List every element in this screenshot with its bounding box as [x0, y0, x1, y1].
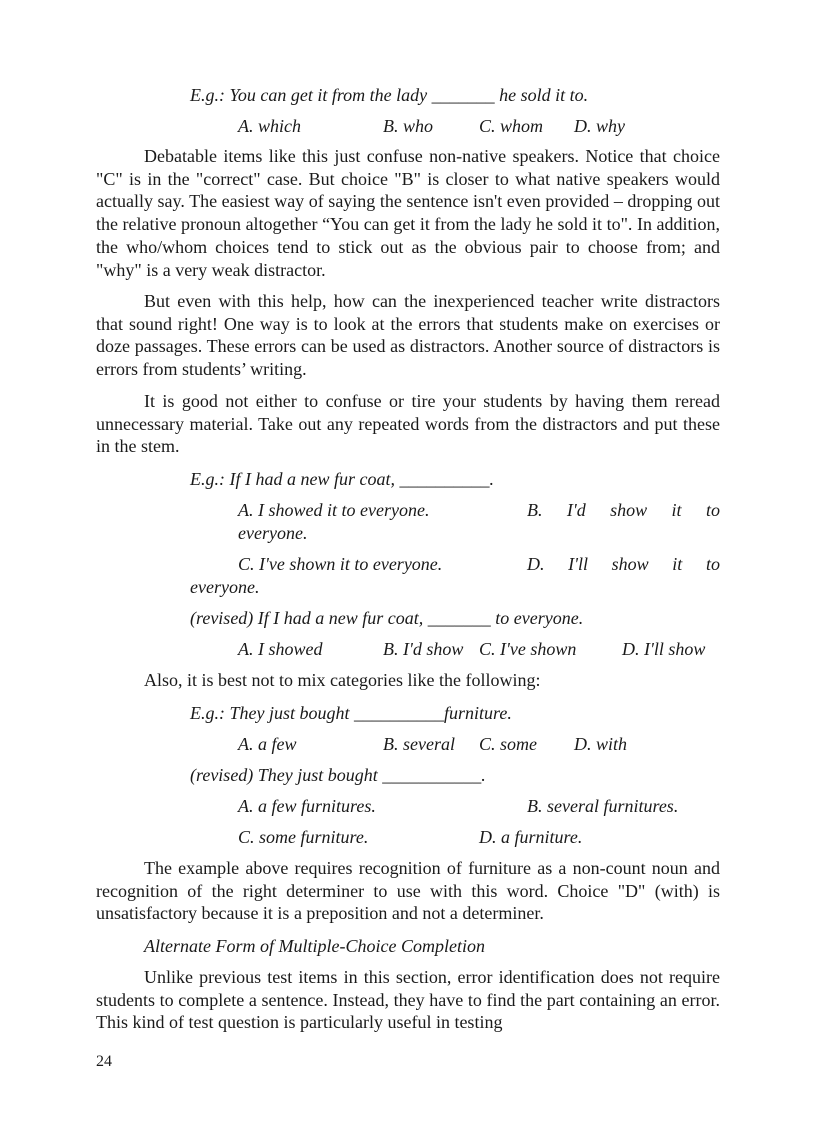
example2-option-a: A. I showed it to everyone.: [238, 500, 430, 520]
example1-option-a: A. which: [238, 116, 301, 136]
example3-revised-option-d: D. a furniture.: [479, 827, 583, 847]
example1-option-c: C. whom: [479, 116, 544, 136]
paragraph-debatable-items: Debatable items like this just confuse non-native speakers. Notice that choice "C" is in the "correct" case. But choice "B" is closer to what native speakers would actually say. The easiest way of saying the sentence isn't even provided – dropping out the relative pronoun altogether “You can get it from the lady he sold it to". In addition, the who/whom choices tend to stick out as the obvious pair to choose from; and "why" is a very weak distractor.: [96, 146, 720, 280]
example2-option-d-word: to: [705, 554, 720, 574]
example3-stem: E.g.: They just bought __________furniture.: [190, 703, 512, 723]
example2-option-d-word: I'll: [568, 554, 588, 574]
paragraph-distractors: But even with this help, how can the inexperienced teacher write distractors that sound right! One way is to look at the errors that students make on exercises or doze passages. These errors can be used as distractors. Another source of distractors is errors from students’ writing.: [96, 291, 720, 380]
example1-option-d: D. why: [574, 116, 625, 136]
example1-stem: E.g.: You can get it from the lady _______ he sold it to.: [190, 85, 589, 105]
example2-option-d-word: D.: [527, 554, 545, 574]
example3-option-d: D. with: [574, 734, 628, 754]
mix-categories-intro: Also, it is best not to mix categories like the following:: [144, 670, 541, 690]
example3-revised-option-a: A. a few furnitures.: [238, 796, 376, 816]
example3-option-a: A. a few: [238, 734, 297, 754]
example2-revised-option-a: A. I showed: [238, 639, 323, 659]
example1-option-b: B. who: [383, 116, 434, 136]
example2-option-d-word: it: [672, 554, 683, 574]
example2-revised-option-c: C. I've shown: [479, 639, 577, 659]
example3-revised-option-b: B. several furnitures.: [527, 796, 679, 816]
example2-option-b-word: B.: [527, 500, 543, 520]
example2-option-b-word: show: [610, 500, 648, 520]
example2-stem: E.g.: If I had a new fur coat, __________.: [190, 469, 494, 489]
example2-option-b: [527, 499, 720, 521]
example3-revised-option-c: C. some furniture.: [238, 827, 369, 847]
example2-revised-option-d: D. I'll show: [622, 639, 706, 659]
example2-option-b-word: I'd: [566, 500, 586, 520]
example2-option-d-wrap: everyone.: [190, 577, 260, 597]
section-heading: Alternate Form of Multiple-Choice Completion: [144, 936, 485, 956]
example2-option-c: C. I've shown it to everyone.: [238, 554, 443, 574]
example2-option-b-wrap: everyone.: [238, 523, 308, 543]
example2-revised-stem: (revised) If I had a new fur coat, _______ to everyone.: [190, 608, 584, 628]
example3-revised-stem: (revised) They just bought ___________.: [190, 765, 486, 785]
example2-revised-option-b: B. I'd show: [383, 639, 464, 659]
example2-option-d-word: show: [611, 554, 649, 574]
paragraph-repeated-words: It is good not either to confuse or tire your students by having them reread unnecessary material. Take out any repeated words from the distractors and put these in the stem.: [96, 391, 720, 457]
example2-option-b-word: to: [705, 500, 720, 520]
paragraph-error-identification: Unlike previous test items in this section, error identification does not require students to complete a sentence. Instead, they have to find the part containing an error. This kind of test question is particularly useful in testing: [96, 967, 720, 1033]
paragraph-example-explanation: The example above requires recognition of furniture as a non-count noun and recognition of the right determiner to use with this word. Choice "D" (with) is unsatisfactory because it is a preposition and not a determiner.: [96, 858, 720, 924]
example2-option-d: [527, 553, 720, 575]
example2-option-b-word: it: [671, 500, 682, 520]
example3-option-b: B. several: [383, 734, 455, 754]
example3-option-c: C. some: [479, 734, 537, 754]
page-number: 24: [96, 1053, 112, 1070]
